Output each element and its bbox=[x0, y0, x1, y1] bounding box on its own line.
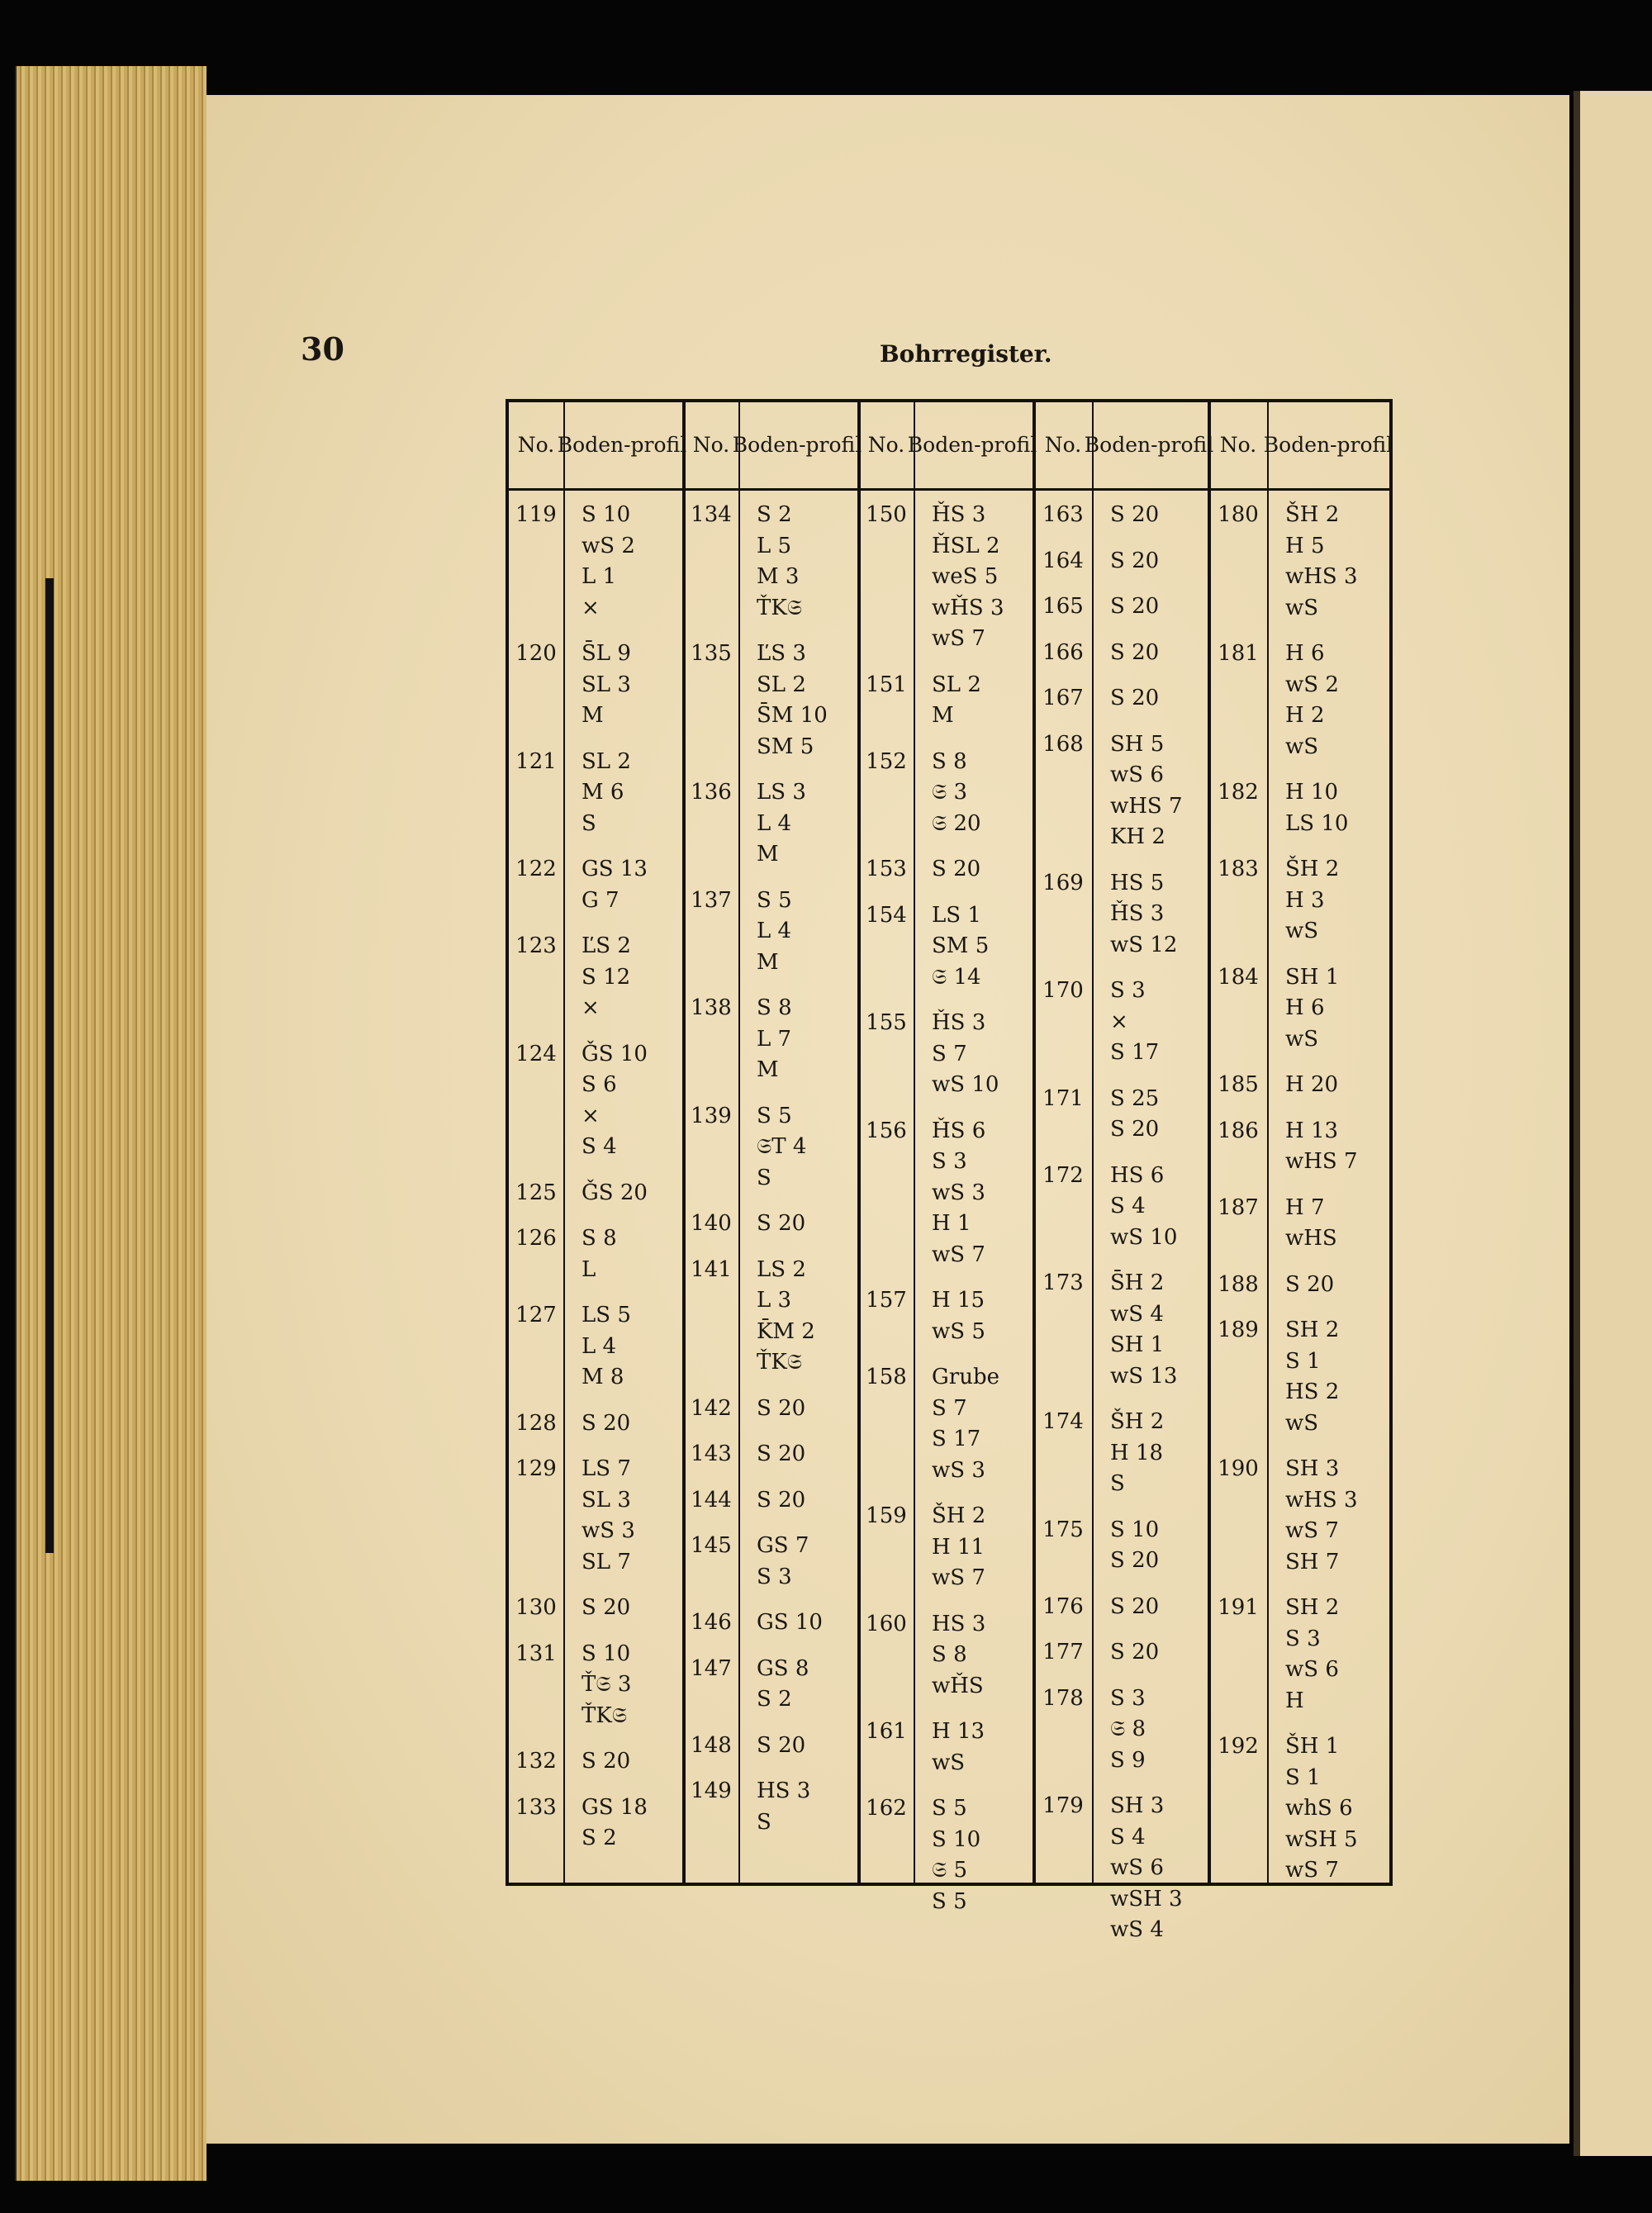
header-bodenprofil-line1: Boden- bbox=[1263, 433, 1337, 457]
entry-no: 160 bbox=[866, 1611, 907, 1636]
profile-line: SH 2 bbox=[1285, 1595, 1340, 1620]
profile-line: wS bbox=[1285, 734, 1319, 759]
profile-line: 𝔖 3 bbox=[932, 780, 968, 805]
profile-line: S bbox=[582, 810, 596, 836]
profile-line: LS 7 bbox=[582, 1456, 631, 1481]
profile-line: GS 8 bbox=[757, 1655, 809, 1681]
profile-line: S 20 bbox=[1110, 639, 1160, 665]
header-bodenprofil-line2: profil bbox=[1157, 433, 1214, 457]
profile-line: HS 6 bbox=[1110, 1162, 1165, 1188]
profile-line: wȞS bbox=[932, 1673, 984, 1698]
profile-line: S 7 bbox=[932, 1395, 967, 1421]
profile-line: wS 3 bbox=[582, 1518, 635, 1543]
profile-line: 𝔖 8 bbox=[1110, 1717, 1146, 1741]
profile-line: S 20 bbox=[1110, 686, 1160, 710]
profile-line: S bbox=[757, 1165, 771, 1190]
header-bodenprofil bbox=[907, 402, 1037, 488]
profile-line: H 1 bbox=[932, 1211, 971, 1236]
profile-line: H bbox=[1285, 1688, 1304, 1713]
profile-line: LS 2 bbox=[757, 1256, 806, 1282]
entry-no: 159 bbox=[866, 1503, 907, 1528]
profile-line: wHS 3 bbox=[1285, 564, 1358, 589]
column-rule bbox=[1267, 402, 1269, 1883]
profile-line: H 11 bbox=[932, 1534, 985, 1560]
entry-no: 141 bbox=[691, 1256, 732, 1282]
entry-no: 128 bbox=[515, 1410, 557, 1436]
entry-no: 143 bbox=[691, 1441, 732, 1466]
profile-line: M bbox=[582, 703, 604, 728]
profile-line: S̄L 9 bbox=[582, 641, 631, 666]
profile-line: SL 2 bbox=[932, 672, 981, 697]
profile-line: S 2 bbox=[757, 502, 792, 527]
entry-no: 173 bbox=[1042, 1270, 1084, 1295]
profile-line: SH 3 bbox=[1285, 1456, 1340, 1481]
profile-line: wS 7 bbox=[932, 1242, 985, 1267]
entry-no: 149 bbox=[691, 1778, 732, 1803]
entry-no: 169 bbox=[1042, 870, 1084, 895]
profile-line: 𝔖T 4 bbox=[757, 1134, 807, 1159]
profile-line: H 5 bbox=[1285, 533, 1325, 558]
profile-line: ŠH 2 bbox=[932, 1503, 986, 1528]
profile-line: S 20 bbox=[932, 857, 981, 881]
profile-line: KH 2 bbox=[1110, 824, 1165, 849]
profile-line: wHS 7 bbox=[1285, 1149, 1358, 1174]
entry-no: 139 bbox=[691, 1103, 732, 1128]
entry-no: 132 bbox=[515, 1749, 557, 1774]
entry-no: 125 bbox=[515, 1180, 557, 1205]
profile-line: ȞS 3 bbox=[932, 502, 986, 527]
entry-no: 174 bbox=[1042, 1409, 1084, 1434]
profile-line: wS bbox=[932, 1750, 966, 1775]
profile-line: LS 10 bbox=[1285, 810, 1349, 836]
profile-line: SH 1 bbox=[1285, 964, 1340, 990]
profile-line: wS 2 bbox=[582, 533, 635, 558]
profile-line: wS 7 bbox=[932, 626, 985, 651]
profile-line: S 10 bbox=[582, 502, 631, 527]
header-rule bbox=[509, 488, 1389, 491]
profile-line: S 2 bbox=[582, 1826, 617, 1850]
profile-line: L 1 bbox=[582, 564, 617, 589]
profile-line: ǦS 20 bbox=[582, 1180, 648, 1205]
profile-line: S 20 bbox=[757, 1441, 806, 1466]
profile-line: S 8 bbox=[932, 748, 967, 774]
header-bodenprofil bbox=[732, 402, 862, 488]
profile-line: ŠH 2 bbox=[1285, 857, 1340, 881]
entry-no: 119 bbox=[515, 502, 557, 527]
profile-line: wHS bbox=[1285, 1226, 1337, 1251]
profile-line: S 20 bbox=[757, 1487, 806, 1513]
profile-line: S 6 bbox=[582, 1072, 617, 1097]
profile-line: S bbox=[757, 1809, 771, 1835]
profile-line: SH 7 bbox=[1285, 1549, 1340, 1574]
profile-line: H 15 bbox=[932, 1288, 985, 1313]
profile-line: SL 7 bbox=[582, 1549, 631, 1574]
profile-line: ĽS 3 bbox=[757, 641, 806, 666]
header-bodenprofil-line2: profil bbox=[1336, 433, 1393, 457]
profile-line: H 3 bbox=[1285, 887, 1325, 913]
profile-line: M bbox=[932, 703, 954, 728]
profile-line: LS 1 bbox=[932, 902, 981, 928]
profile-line: H 7 bbox=[1285, 1194, 1325, 1220]
entry-no: 188 bbox=[1218, 1271, 1259, 1297]
profile-line: × bbox=[582, 995, 600, 1020]
entry-no: 153 bbox=[866, 857, 907, 881]
profile-line: S 4 bbox=[1110, 1824, 1146, 1850]
running-head: Bohrregister. bbox=[880, 340, 1052, 368]
entry-no: 177 bbox=[1042, 1640, 1084, 1664]
entry-no: 154 bbox=[866, 902, 907, 928]
header-bodenprofil-line1: Boden- bbox=[907, 433, 981, 457]
entry-no: 126 bbox=[515, 1226, 557, 1251]
profile-line: H 20 bbox=[1285, 1072, 1339, 1097]
entry-no: 186 bbox=[1218, 1118, 1259, 1143]
entry-no: 184 bbox=[1218, 964, 1259, 990]
profile-line: wS bbox=[1285, 1410, 1319, 1436]
entry-no: 135 bbox=[691, 641, 732, 666]
profile-line: ŤK𝔖 bbox=[757, 1350, 803, 1375]
entry-no: 121 bbox=[515, 748, 557, 774]
entry-no: 190 bbox=[1218, 1456, 1259, 1481]
header-no: No. bbox=[867, 433, 905, 457]
entry-no: 138 bbox=[691, 995, 732, 1020]
profile-line: wS 3 bbox=[932, 1180, 985, 1205]
profile-line: S 20 bbox=[1110, 594, 1160, 619]
entry-no: 140 bbox=[691, 1211, 732, 1236]
profile-line: S 1 bbox=[1285, 1348, 1321, 1374]
entry-no: 155 bbox=[866, 1010, 907, 1035]
profile-line: S 10 bbox=[582, 1641, 631, 1666]
header-bodenprofil-line2: profil bbox=[630, 433, 687, 457]
header-no: No. bbox=[1219, 433, 1257, 457]
profile-line: SH 5 bbox=[1110, 731, 1165, 757]
profile-line: S 20 bbox=[1285, 1271, 1335, 1297]
profile-line: SL 2 bbox=[757, 672, 806, 697]
profile-line: S 20 bbox=[1110, 1117, 1160, 1142]
profile-line: wS bbox=[1285, 919, 1319, 943]
profile-line: 𝔖 14 bbox=[932, 964, 981, 990]
profile-line: L 5 bbox=[757, 533, 792, 558]
entry-no: 134 bbox=[691, 502, 732, 527]
profile-line: 𝔖 5 bbox=[932, 1858, 968, 1883]
profile-line: M 8 bbox=[582, 1365, 624, 1389]
profile-line: wȞS 3 bbox=[932, 595, 1004, 620]
profile-line: ȞSL 2 bbox=[932, 533, 1000, 558]
profile-line: Ť𝔖 3 bbox=[582, 1672, 632, 1697]
profile-line: S 1 bbox=[1285, 1764, 1321, 1790]
profile-line: L 7 bbox=[757, 1026, 792, 1052]
entry-no: 183 bbox=[1218, 857, 1259, 881]
page-number: 30 bbox=[301, 330, 344, 368]
header-no: No. bbox=[517, 433, 555, 457]
entry-no: 120 bbox=[515, 641, 557, 666]
profile-line: H 2 bbox=[1285, 703, 1325, 728]
profile-line: Grube bbox=[932, 1365, 999, 1389]
profile-line: S 20 bbox=[582, 1595, 631, 1620]
profile-line: LS 3 bbox=[757, 780, 806, 805]
profile-line: wS 6 bbox=[1285, 1657, 1339, 1682]
profile-line: H 13 bbox=[932, 1719, 985, 1744]
profile-line: GS 10 bbox=[757, 1610, 823, 1635]
entry-no: 151 bbox=[866, 672, 907, 697]
entry-no: 122 bbox=[515, 857, 557, 881]
profile-line: S 20 bbox=[582, 1410, 631, 1436]
profile-line: GS 7 bbox=[757, 1533, 809, 1558]
entry-no: 136 bbox=[691, 780, 732, 805]
profile-line: SH 3 bbox=[1110, 1793, 1165, 1818]
entry-no: 146 bbox=[691, 1610, 732, 1635]
next-page-edge bbox=[1574, 91, 1652, 2156]
profile-line: S 4 bbox=[1110, 1194, 1146, 1218]
profile-line: wS 10 bbox=[1110, 1224, 1178, 1250]
profile-line: L 4 bbox=[582, 1333, 617, 1359]
profile-line: S̄H 2 bbox=[1110, 1270, 1165, 1295]
profile-line: wHS 3 bbox=[1285, 1487, 1358, 1513]
profile-line: HS 5 bbox=[1110, 870, 1165, 895]
profile-line: wS 7 bbox=[1285, 1858, 1339, 1883]
profile-line: GS 13 bbox=[582, 857, 648, 881]
profile-line: S 7 bbox=[932, 1041, 967, 1066]
profile-line: S 25 bbox=[1110, 1085, 1160, 1111]
profile-line: wS 12 bbox=[1110, 932, 1178, 957]
entry-no: 165 bbox=[1042, 594, 1084, 619]
profile-line: L 4 bbox=[757, 810, 792, 836]
entry-no: 156 bbox=[866, 1118, 907, 1143]
entry-no: 148 bbox=[691, 1732, 732, 1758]
profile-line: wS 4 bbox=[1110, 1917, 1164, 1942]
profile-line: wS bbox=[1285, 595, 1319, 620]
profile-line: M bbox=[757, 1057, 779, 1082]
entry-no: 166 bbox=[1042, 639, 1084, 665]
profile-line: S 20 bbox=[582, 1749, 631, 1774]
entry-no: 127 bbox=[515, 1303, 557, 1327]
profile-line: weS 5 bbox=[932, 564, 999, 589]
header-bodenprofil-line2: profil bbox=[980, 433, 1037, 457]
profile-line: wS 2 bbox=[1285, 672, 1339, 697]
profile-line: ǦS 10 bbox=[582, 1041, 648, 1066]
profile-line: S 17 bbox=[932, 1427, 981, 1451]
entry-no: 133 bbox=[515, 1794, 557, 1820]
profile-line: ŠH 2 bbox=[1110, 1409, 1165, 1434]
header-no: No. bbox=[692, 433, 730, 457]
profile-line: whS 6 bbox=[1285, 1796, 1353, 1821]
profile-line: S 20 bbox=[757, 1732, 806, 1758]
entry-no: 147 bbox=[691, 1655, 732, 1681]
profile-line: S 10 bbox=[1110, 1517, 1160, 1542]
profile-line: S 3 bbox=[757, 1564, 792, 1589]
profile-line: wS 6 bbox=[1110, 1855, 1164, 1880]
profile-line: wHS 7 bbox=[1110, 793, 1183, 819]
profile-line: S 9 bbox=[1110, 1747, 1146, 1773]
column-rule bbox=[1092, 402, 1094, 1883]
profile-line: S 3 bbox=[1285, 1626, 1321, 1651]
profile-line: S 8 bbox=[582, 1226, 617, 1251]
header-bodenprofil bbox=[557, 402, 687, 488]
entry-no: 144 bbox=[691, 1487, 732, 1513]
profile-line: S 20 bbox=[1110, 548, 1160, 573]
entry-no: 170 bbox=[1042, 978, 1084, 1003]
header-bodenprofil bbox=[1084, 402, 1214, 488]
profile-line: G 7 bbox=[582, 887, 620, 913]
entry-no: 142 bbox=[691, 1395, 732, 1421]
entry-no: 152 bbox=[866, 748, 907, 774]
profile-line: SM 5 bbox=[757, 734, 814, 759]
entry-no: 123 bbox=[515, 933, 557, 958]
profile-line: H 6 bbox=[1285, 641, 1325, 666]
column-rule bbox=[914, 402, 915, 1883]
header-no: No. bbox=[1044, 433, 1082, 457]
entry-no: 163 bbox=[1042, 502, 1084, 527]
profile-line: wSH 5 bbox=[1285, 1826, 1358, 1852]
profile-line: S 3 bbox=[1110, 1685, 1146, 1711]
entry-no: 178 bbox=[1042, 1685, 1084, 1711]
profile-line: S 5 bbox=[757, 1103, 792, 1128]
profile-line: S bbox=[1110, 1471, 1125, 1496]
entry-no: 145 bbox=[691, 1533, 732, 1558]
entry-no: 131 bbox=[515, 1641, 557, 1666]
profile-line: × bbox=[582, 595, 600, 620]
entry-no: 192 bbox=[1218, 1734, 1259, 1759]
profile-line: wS 6 bbox=[1110, 762, 1164, 787]
profile-line: ĽS 2 bbox=[582, 933, 631, 958]
header-bodenprofil-line1: Boden- bbox=[557, 433, 631, 457]
profile-line: L 3 bbox=[757, 1288, 792, 1313]
entry-no: 189 bbox=[1218, 1318, 1259, 1342]
profile-line: S 2 bbox=[757, 1687, 792, 1712]
profile-line: S 20 bbox=[757, 1211, 806, 1236]
profile-line: S 5 bbox=[757, 887, 792, 913]
entry-no: 182 bbox=[1218, 780, 1259, 805]
profile-line: H 10 bbox=[1285, 780, 1339, 805]
profile-line: wSH 3 bbox=[1110, 1886, 1183, 1911]
profile-line: 𝔖 20 bbox=[932, 810, 981, 836]
profile-line: GS 18 bbox=[582, 1794, 648, 1820]
profile-line: S 17 bbox=[1110, 1040, 1160, 1065]
entry-no: 181 bbox=[1218, 641, 1259, 666]
entry-no: 124 bbox=[515, 1041, 557, 1066]
profile-line: wS 3 bbox=[932, 1457, 985, 1483]
profile-line: wS 5 bbox=[932, 1318, 985, 1344]
entry-no: 172 bbox=[1042, 1162, 1084, 1188]
profile-line: ȞS 3 bbox=[932, 1010, 986, 1035]
header-bodenprofil-line1: Boden- bbox=[1084, 433, 1158, 457]
entry-no: 137 bbox=[691, 887, 732, 913]
profile-line: wS 7 bbox=[1285, 1518, 1339, 1543]
entry-no: 161 bbox=[866, 1719, 907, 1744]
entry-no: 162 bbox=[866, 1796, 907, 1821]
profile-line: wS 7 bbox=[932, 1565, 985, 1590]
profile-line: wS bbox=[1285, 1026, 1319, 1052]
entry-no: 164 bbox=[1042, 548, 1084, 573]
profile-line: K̄M 2 bbox=[757, 1318, 815, 1344]
profile-line: × bbox=[1110, 1009, 1128, 1034]
profile-line: HS 2 bbox=[1285, 1380, 1340, 1404]
profile-line: M 6 bbox=[582, 780, 624, 805]
profile-line: M bbox=[757, 842, 779, 867]
profile-line: L bbox=[582, 1256, 596, 1282]
profile-line: S 5 bbox=[932, 1796, 967, 1821]
header-bodenprofil bbox=[1263, 402, 1393, 488]
entry-no: 191 bbox=[1218, 1595, 1259, 1620]
profile-line: HS 3 bbox=[757, 1778, 811, 1803]
profile-line: SH 1 bbox=[1110, 1332, 1165, 1357]
profile-line: S 20 bbox=[1110, 502, 1160, 527]
profile-line: L 4 bbox=[757, 919, 792, 943]
entry-no: 175 bbox=[1042, 1517, 1084, 1542]
profile-line: H 13 bbox=[1285, 1118, 1339, 1143]
entry-no: 157 bbox=[866, 1288, 907, 1313]
profile-line: S 12 bbox=[582, 964, 631, 990]
profile-line: SM 5 bbox=[932, 933, 990, 958]
column-rule bbox=[738, 402, 740, 1883]
profile-line: LS 5 bbox=[582, 1303, 631, 1327]
profile-line: S 8 bbox=[757, 995, 792, 1020]
profile-line: S 20 bbox=[1110, 1548, 1160, 1573]
entry-no: 130 bbox=[515, 1595, 557, 1620]
entry-no: 179 bbox=[1042, 1793, 1084, 1818]
profile-line: ŠH 1 bbox=[1285, 1734, 1340, 1759]
column-rule bbox=[563, 402, 565, 1883]
profile-line: S 5 bbox=[932, 1888, 967, 1914]
entry-no: 150 bbox=[866, 502, 907, 527]
profile-line: M 3 bbox=[757, 564, 800, 589]
profile-line: SL 2 bbox=[582, 748, 631, 774]
profile-line: S 20 bbox=[1110, 1640, 1160, 1664]
entry-no: 167 bbox=[1042, 686, 1084, 710]
bohrregister-table bbox=[506, 399, 1393, 1942]
header-bodenprofil-line2: profil bbox=[805, 433, 862, 457]
profile-line: SH 2 bbox=[1285, 1318, 1340, 1342]
entry-no: 187 bbox=[1218, 1194, 1259, 1220]
profile-line: H 18 bbox=[1110, 1440, 1164, 1465]
profile-line: SL 3 bbox=[582, 1487, 631, 1513]
profile-line: ŤK𝔖 bbox=[757, 595, 803, 620]
profile-line: ŤK𝔖 bbox=[582, 1702, 628, 1728]
entry-no: 176 bbox=[1042, 1593, 1084, 1619]
profile-line: S 3 bbox=[1110, 978, 1146, 1003]
entry-no: 158 bbox=[866, 1365, 907, 1389]
profile-line: ȞS 3 bbox=[1110, 901, 1165, 926]
entry-no: 180 bbox=[1218, 502, 1259, 527]
profile-line: × bbox=[582, 1103, 600, 1128]
profile-line: S 4 bbox=[582, 1134, 617, 1159]
header-bodenprofil-line1: Boden- bbox=[732, 433, 806, 457]
profile-line: H 6 bbox=[1285, 995, 1325, 1020]
profile-line: S 20 bbox=[757, 1395, 806, 1421]
profile-line: S 3 bbox=[932, 1149, 967, 1174]
profile-line: wS 10 bbox=[932, 1072, 999, 1097]
entry-no: 168 bbox=[1042, 731, 1084, 757]
profile-line: M bbox=[757, 949, 779, 975]
entry-no: 129 bbox=[515, 1456, 557, 1481]
entry-no: 171 bbox=[1042, 1085, 1084, 1111]
profile-line: SL 3 bbox=[582, 672, 631, 697]
entry-no: 185 bbox=[1218, 1072, 1259, 1097]
profile-line: ȞS 6 bbox=[932, 1118, 986, 1143]
profile-line: S̄M 10 bbox=[757, 703, 828, 728]
profile-line: S 20 bbox=[1110, 1593, 1160, 1619]
book-spine-shadow bbox=[45, 578, 54, 1553]
profile-line: wS 13 bbox=[1110, 1363, 1178, 1389]
profile-line: HS 3 bbox=[932, 1611, 986, 1636]
profile-line: S 8 bbox=[932, 1642, 967, 1667]
profile-line: wS 4 bbox=[1110, 1301, 1164, 1327]
profile-line: ŠH 2 bbox=[1285, 502, 1340, 527]
profile-line: S 10 bbox=[932, 1826, 981, 1852]
